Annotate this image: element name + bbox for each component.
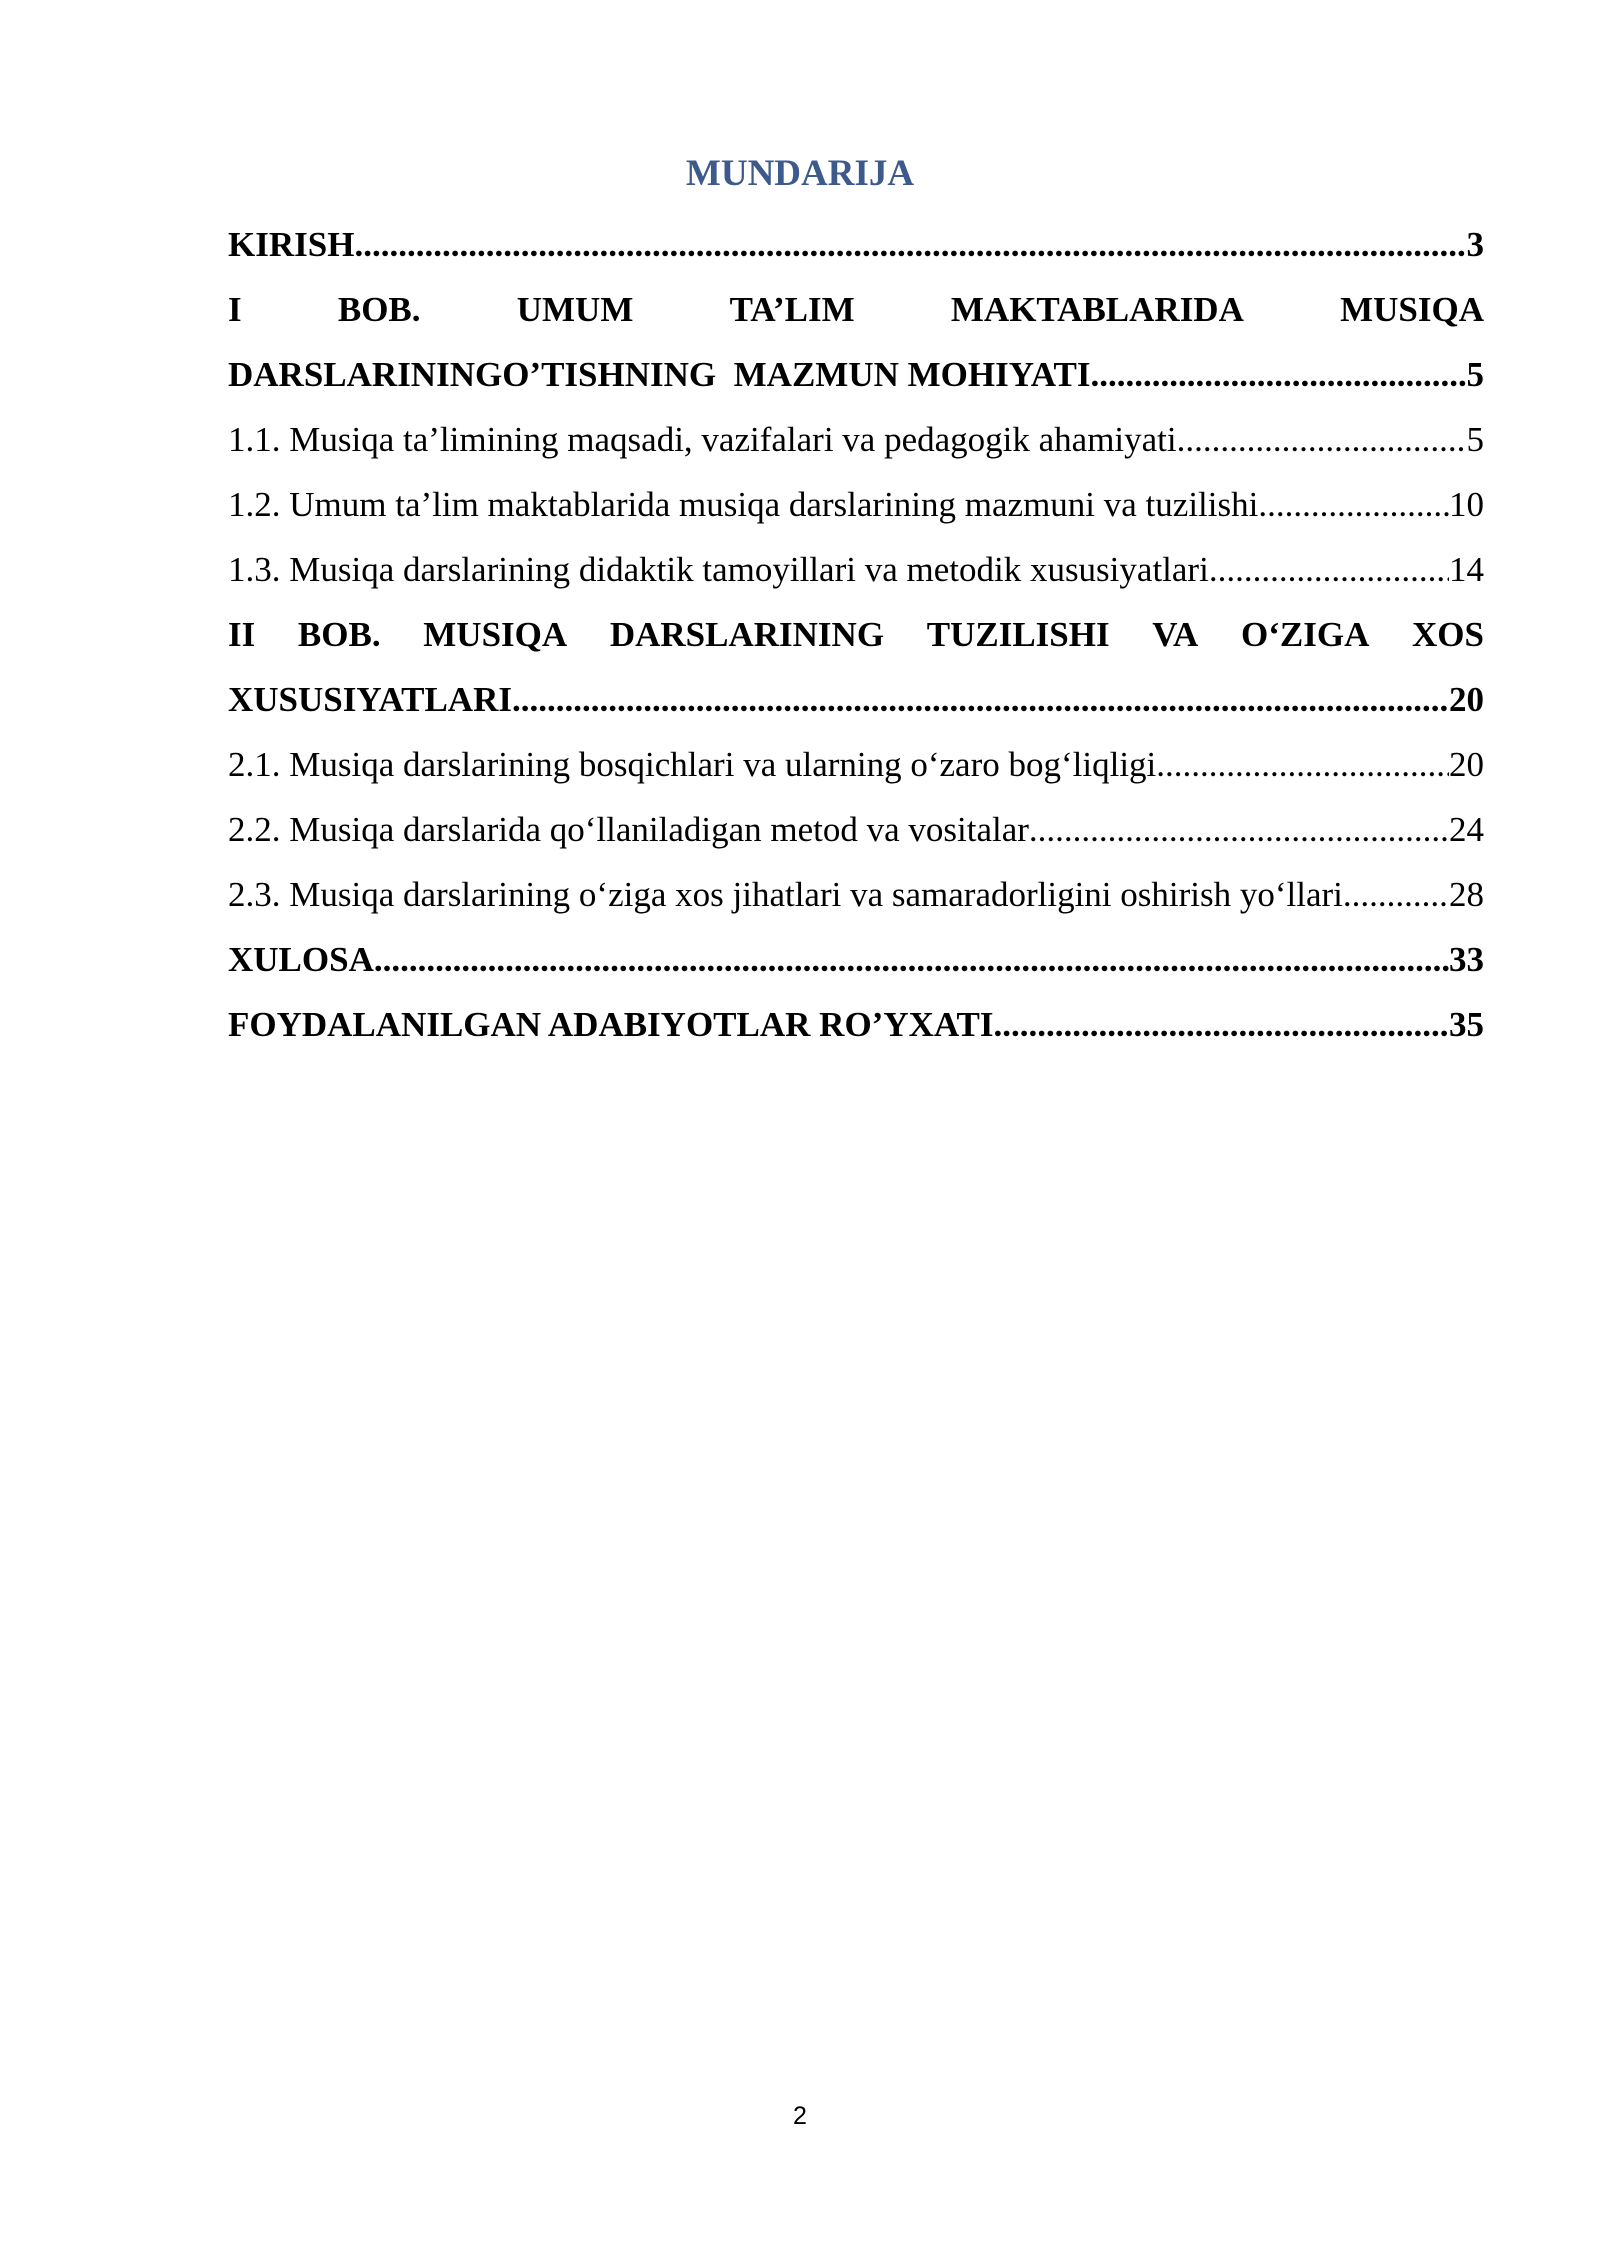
toc-page-number: 3 [1466,225,1484,264]
toc-entry-label: XULOSA [228,940,374,979]
page-number: 2 [793,2102,807,2130]
toc-entry-label: 1.2. Umum ta’lim maktablarida musiqa darslarining mazmuni va tuzilishi [228,485,1259,524]
toc-leader-dots [1343,862,1449,927]
toc-page-number: 28 [1449,875,1484,914]
toc-word: MUSIQA [1340,290,1484,329]
toc-entry-chapter2-line1[interactable] [228,602,1484,667]
toc-entry-label: 1.3. Musiqa darslarining didaktik tamoyillari va metodik xususiyatlari [228,550,1209,589]
toc-leader-dots [1029,797,1449,862]
toc-page-number: 35 [1449,1005,1484,1044]
toc-entry-label: 2.1. Musiqa darslarining bosqichlari va ularning o‘zaro bog‘liqligi [228,745,1157,784]
toc-entry-adabiyotlar[interactable] [228,992,1484,1057]
toc-page-number: 5 [1466,420,1484,459]
toc-leader-dots [354,212,1466,277]
toc-word: TA’LIM [729,290,855,329]
toc-entry-kirish[interactable] [228,212,1484,277]
toc-entry-label: FOYDALANILGAN ADABIYOTLAR RO’YXATI [228,1005,994,1044]
toc-page-number: 20 [1449,680,1484,719]
toc-page-number: 20 [1449,745,1484,784]
toc-leader-dots [1209,537,1449,602]
toc-entry-label: 2.3. Musiqa darslarining o‘ziga xos jihatlari va samaradorligini oshirish yo‘llari [228,875,1343,914]
toc-word: XOS [1412,615,1484,654]
toc-word: UMUM [516,290,634,329]
toc-entry-1-2[interactable] [228,472,1484,537]
toc-word: VA [1152,615,1199,654]
toc-leader-dots [512,667,1449,732]
toc-entry-1-1[interactable] [228,407,1484,472]
toc-entry-label: KIRISH [228,225,355,264]
toc-page-number: 24 [1449,810,1484,849]
toc-title: MUNDARIJA [685,153,915,194]
toc-entry-label: XUSUSIYATLARI [228,680,512,719]
toc-entry-chapter2-line2[interactable] [228,667,1484,732]
toc-word: TUZILISHI [926,615,1110,654]
toc-entry-chapter1-line1[interactable] [228,277,1484,342]
toc-page-number: 10 [1449,485,1484,524]
toc-word: II [228,615,256,654]
toc-page-number: 5 [1466,355,1484,394]
toc-entry-xulosa[interactable] [228,927,1484,992]
toc-entry-label: 2.2. Musiqa darslarida qo‘llaniladigan metod va vositalar [228,810,1029,849]
toc-entry-label: 1.1. Musiqa ta’limining maqsadi, vazifalari va pedagogik ahamiyati [228,420,1177,459]
toc-word: MUSIQA [423,615,568,654]
toc-leader-dots [994,992,1449,1057]
toc-leader-dots [1090,342,1466,407]
toc-entry-1-3[interactable] [228,537,1484,602]
toc-leader-dots [1156,732,1449,797]
table-of-contents [228,212,1484,1057]
toc-entry-2-1[interactable] [228,732,1484,797]
toc-page-number: 14 [1449,550,1484,589]
toc-word: I [228,290,242,329]
toc-word: MAKTABLARIDA [950,290,1244,329]
toc-entry-label: DARSLARININGO’TISHNING MAZMUN MOHIYATI [228,355,1091,394]
toc-leader-dots [374,927,1449,992]
toc-entry-chapter1-line2[interactable] [228,342,1484,407]
toc-entry-2-2[interactable] [228,797,1484,862]
toc-word: O‘ZIGA [1241,615,1370,654]
toc-leader-dots [1258,472,1449,537]
toc-entry-2-3[interactable] [228,862,1484,927]
toc-word: BOB. [297,615,381,654]
toc-word: BOB. [337,290,421,329]
toc-leader-dots [1177,407,1467,472]
toc-page-number: 33 [1449,940,1484,979]
toc-word: DARSLARINING [609,615,885,654]
